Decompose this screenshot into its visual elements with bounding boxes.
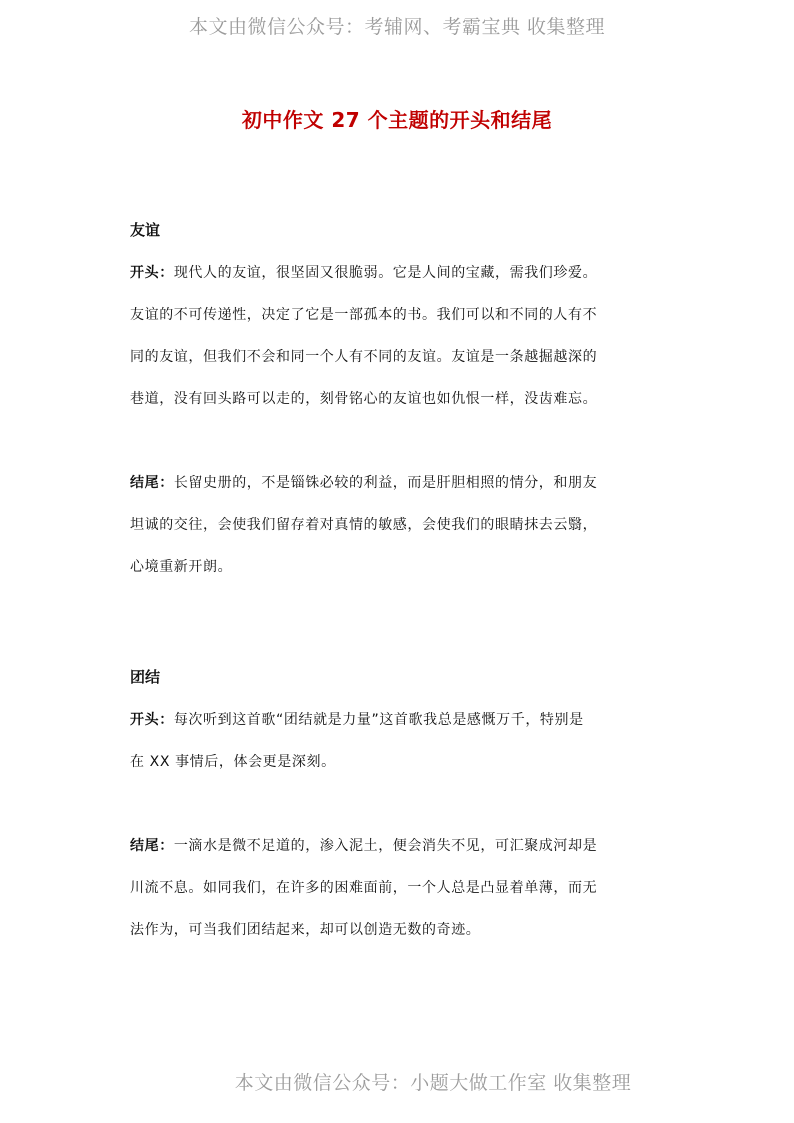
paragraph-line: 川流不息。如同我们，在许多的困难面前，一个人总是凸显着单薄，而无 [130,880,598,896]
header-watermark: 本文由微信公众号：考辅网、考霸宝典 收集整理 [188,16,606,38]
paragraph-line: 每次听到这首歌“团结就是力量”这首歌我总是感慨万千，特别是 [173,712,584,728]
opening-label: 开头： [130,712,174,728]
opening-paragraph [130,699,670,783]
paragraph-line: 法作为，可当我们团结起来，却可以创造无数的奇迹。 [130,922,481,938]
paragraph-line: 友谊的不可传递性，决定了它是一部孤本的书。我们可以和不同的人有不 [130,307,598,323]
section-friendship [130,220,670,588]
ending-paragraph [130,825,670,951]
ending-paragraph [130,462,670,588]
opening-paragraph [130,252,670,420]
ending-label: 结尾： [130,475,174,491]
paragraph-line: 一滴水是微不足道的，渗入泥土，便会消失不见，可汇聚成河却是 [173,838,598,854]
section-unity [130,667,670,951]
section-heading: 友谊 [130,221,161,239]
footer-watermark: 本文由微信公众号：小题大做工作室 收集整理 [234,1072,632,1094]
paragraph-line: 巷道，没有回头路可以走的，刻骨铭心的友谊也如仇恨一样，没齿难忘。 [130,391,598,407]
document-title: 初中作文 27 个主题的开头和结尾 [241,108,553,132]
ending-label: 结尾： [130,838,174,854]
paragraph-line: 现代人的友谊，很坚固又很脆弱。它是人间的宝藏，需我们珍爱。 [173,265,598,281]
paragraph-line: 长留史册的，不是锱铢必较的利益，而是肝胆相照的情分，和朋友 [173,475,598,491]
paragraph-line: 同的友谊，但我们不会和同一个人有不同的友谊。友谊是一条越掘越深的 [130,349,598,365]
paragraph-line: 在 XX 事情后，体会更是深刻。 [130,754,336,770]
section-heading: 团结 [130,668,161,686]
paragraph-line: 坦诚的交往，会使我们留存着对真情的敏感，会使我们的眼睛抹去云翳， [130,517,598,533]
opening-label: 开头： [130,265,174,281]
paragraph-line: 心境重新开朗。 [130,559,233,575]
